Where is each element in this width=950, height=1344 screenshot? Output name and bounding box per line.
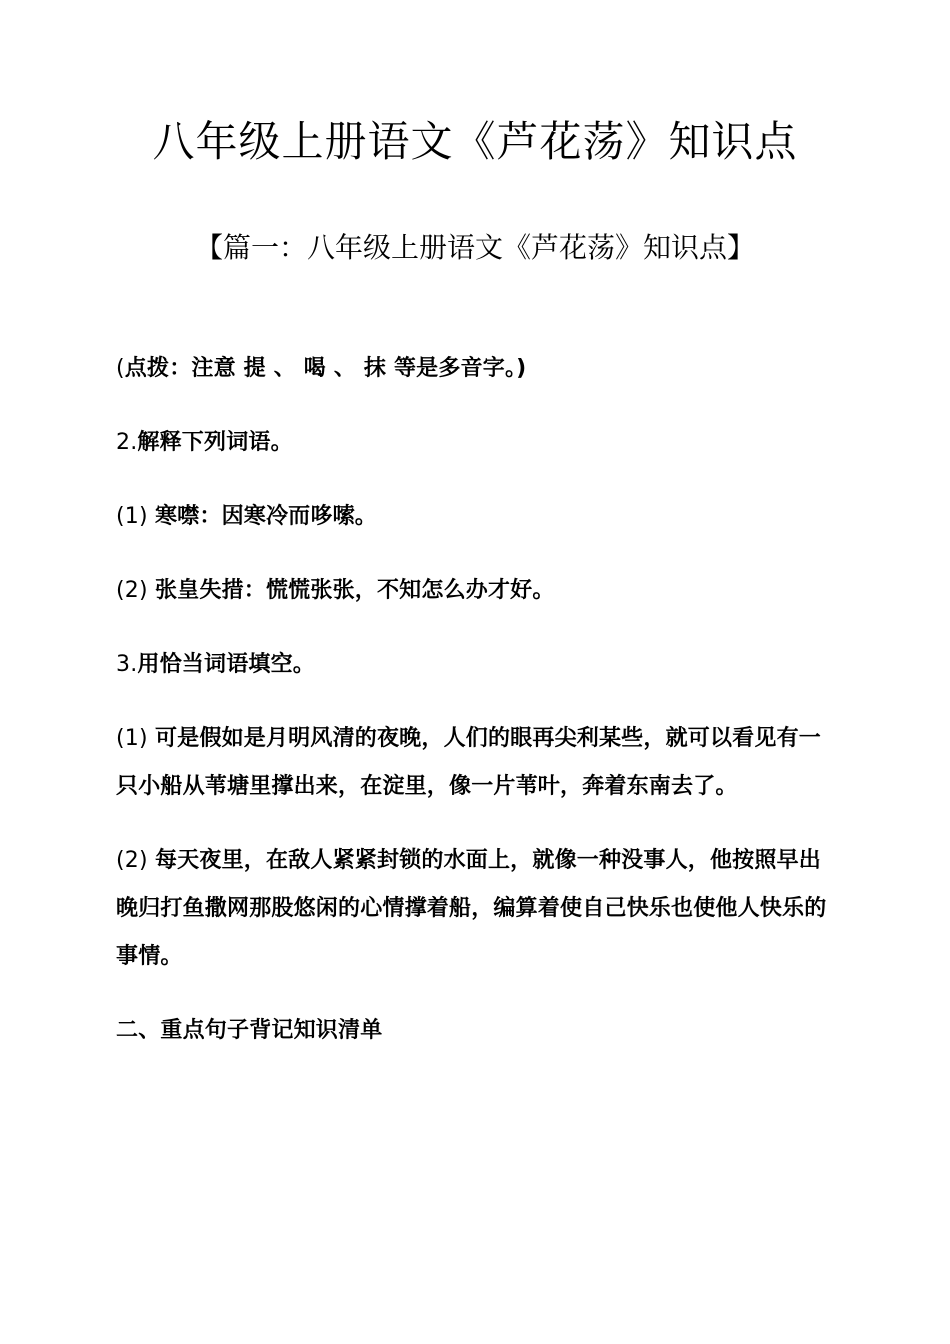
paragraph-prefix: (2) [116, 578, 155, 603]
paragraph-text: 可是假如是月明风清的夜晚，人们的眼再尖利某些，就可以看见有一只小船从苇塘里撑出来，在淀里，像一片苇叶，奔着东南去了。 [116, 726, 821, 799]
paragraph-prefix: 2. [116, 430, 138, 455]
paragraph-note [116, 345, 836, 393]
paragraph-prefix: (1) [116, 726, 155, 751]
paragraph-item [116, 837, 836, 981]
page-title: 八年级上册语文《芦花荡》知识点 [152, 117, 798, 166]
paragraph-text: 每天夜里，在敌人紧紧封锁的水面上，就像一种没事人，他按照早出晚归打鱼撒网那股悠闲的心情撑着船，编算着使自己快乐也使他人快乐的事情。 [116, 848, 827, 969]
paragraph-item [116, 715, 836, 811]
paragraph-text: 寒噤：因寒冷而哆嗦。 [154, 504, 377, 529]
paragraph-text: 解释下列词语。 [137, 430, 293, 455]
paragraph-text: 二、重点句子背记知识清单 [116, 1018, 383, 1043]
paragraph-prefix: (2) [116, 848, 155, 873]
paragraph-prefix: ( [116, 356, 125, 381]
document-body [116, 345, 836, 1055]
paragraph-text: 张皇失措：慌慌张张，不知怎么办才好。 [154, 578, 555, 603]
section-subtitle: 【篇一：八年级上册语文《芦花荡》知识点】 [194, 231, 755, 264]
paragraph-heading-explain [116, 419, 836, 467]
paragraph-prefix: (1) [116, 504, 155, 529]
paragraph-prefix: 3. [116, 652, 138, 677]
paragraph-item [116, 493, 836, 541]
paragraph-heading-fill [116, 641, 836, 689]
section-heading [116, 1007, 836, 1055]
paragraph-text: 点拨：注意 提 、 喝 、 抹 等是多音字。) [124, 356, 527, 381]
paragraph-text: 用恰当词语填空。 [137, 652, 315, 677]
paragraph-item [116, 567, 836, 615]
